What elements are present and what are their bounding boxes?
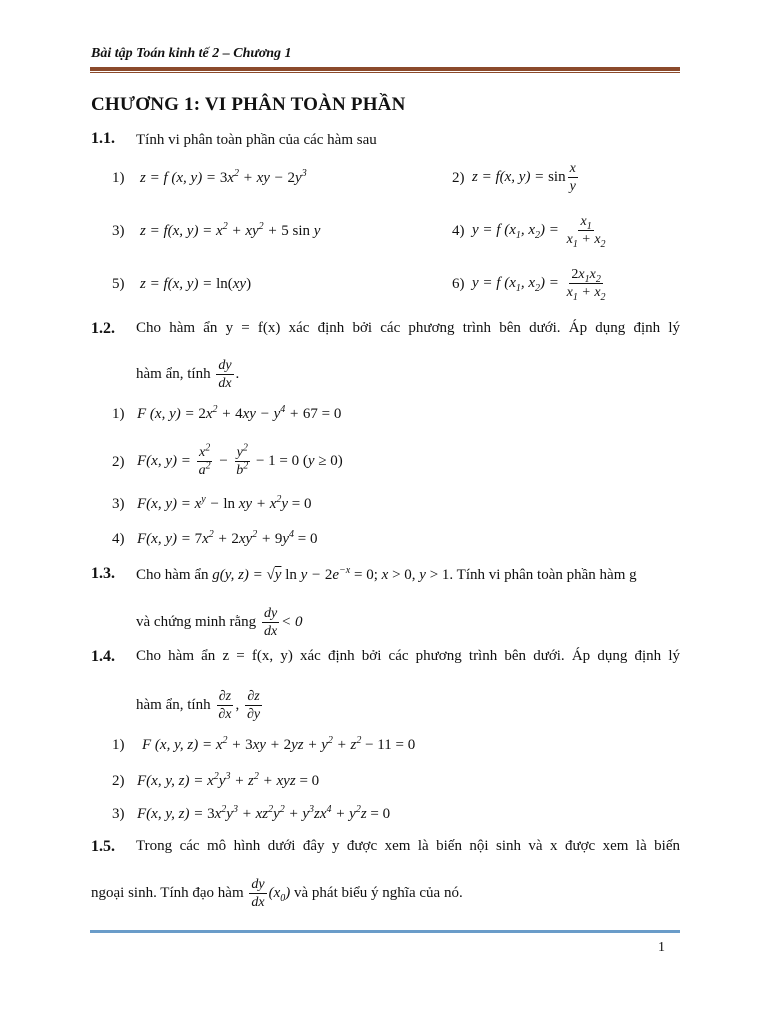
ex14-item-2-label: 2) <box>112 773 125 789</box>
ex12-item-3-formula: F(x, $y) = x^y - \ln$ xy + $x^2y = 0$ <box>137 494 312 512</box>
exercise-number-1-3: 1.3. <box>91 565 115 582</box>
exercise-1-4-line2: hàm ẩn, tính $\frac{\partial z}{\partial x}$ , $\frac{\partial z}{\partial y}$ <box>136 689 261 722</box>
ex14-item-1-formula: F (x, y, $z) = x^2 + 3xy + 2yz + y^2 + z^2 - 11 = 0$ <box>142 735 416 753</box>
ex12-item-1-label: 1) <box>112 406 125 422</box>
ex11-item-6-formula: y = f ($x_1$, $x_2$) = $\frac{2x_1x_2}{x_1 + x_2}$ <box>472 267 606 303</box>
ex14-item-3-formula: F(x, y, $z) = 3x^2y^3 + xz^2y^2 + y^3zx^4 + y^2z = 0$ <box>137 804 391 822</box>
ex11-item-6-label: 6) <box>452 276 465 292</box>
ex11-item-3-formula: z = f(x, $y) = x^2 + xy^2 + 5$ sin y <box>140 221 321 239</box>
exercise-1-2-line2-text: hàm ẩn, tính <box>136 365 211 382</box>
exercise-1-3-line2-text: và chứng minh rằng <box>136 613 257 630</box>
ex11-item-1-label: 1) <box>112 170 125 186</box>
ex12-item-3-label: 3) <box>112 496 125 512</box>
exercise-1-4-line1: Cho hàm ẩn z = f(x, y) xác định bởi các phương trình bên dưới. Áp dụng định lý <box>136 648 680 664</box>
exercise-1-2-line1: Cho hàm ẩn y = f(x) xác định bởi các phương trình bên dưới. Áp dụng định lý <box>136 320 680 336</box>
exercise-1-5-line2: ngoại sinh. Tính đạo hàm $\frac{dy}{dx}$ $(x_0)$ và phát biểu ý nghĩa của nó. <box>91 877 463 910</box>
ex11-item-4-formula: y = f ($x_1$, $x_2$) = $\frac{x_1}{x_1 + x_2}$ <box>472 214 606 250</box>
exercise-number-1-5: 1.5. <box>91 838 115 855</box>
ex11-item-2-formula: z = f(x, y) = sin $\frac{x}{y}$ <box>472 161 576 194</box>
ex11-item-2-label: 2) <box>452 170 465 186</box>
header-rule-thin <box>90 72 680 73</box>
exercise-1-3-line1: Cho hàm ẩn g(y, z) = √y $\ln y - 2e^{-x} = 0$; x > 0, y > 1. Tính vi phân toàn phần hàm g <box>136 565 637 583</box>
exercise-1-3-line1-prefix: Cho hàm ẩn <box>136 567 209 583</box>
ex11-item-3-label: 3) <box>112 223 125 239</box>
ex14-item-1-label: 1) <box>112 737 125 753</box>
exercise-1-3-line1-suffix: . Tính vi phân toàn phần hàm g <box>449 567 637 583</box>
header-rule <box>90 67 680 71</box>
ex14-item-3-label: 3) <box>112 806 125 822</box>
exercise-1-2-line2: hàm ẩn, tính $\frac{dy}{dx}$ . <box>136 358 240 391</box>
exercise-1-5-line2-prefix: ngoại sinh. Tính đạo hàm <box>91 884 244 901</box>
ex14-item-2-formula: F(x, y, $z) = x^2y^3 + z^2$ + xyz = 0 <box>137 771 320 789</box>
footer-rule <box>90 930 680 933</box>
exercise-1-1-prompt: Tính vi phân toàn phần của các hàm sau <box>136 132 377 148</box>
exercise-number-1-4: 1.4. <box>91 648 115 665</box>
ex12-item-4-label: 4) <box>112 531 125 547</box>
ex11-item-1-formula: z = f (x, $y) = 3x^2$ + xy − $2y^3$ <box>140 168 307 186</box>
ex11-item-5-label: 5) <box>112 276 125 292</box>
exercise-number-1-1: 1.1. <box>91 130 115 147</box>
running-head: Bài tập Toán kinh tế 2 – Chương 1 <box>91 46 292 61</box>
chapter-title: CHƯƠNG 1: VI PHÂN TOÀN PHẦN <box>91 94 406 115</box>
exercise-number-1-2: 1.2. <box>91 320 115 337</box>
exercise-1-3-line2: và chứng minh rằng $\frac{dy}{dx}$ < 0 <box>136 606 303 639</box>
page-number: 1 <box>658 940 665 955</box>
ex12-item-1-formula: F (x, $y) = 2x^2 + 4xy - y^4 + 67 = 0$ <box>137 404 342 422</box>
ex12-item-4-formula: F(x, $y) = 7x^2 + 2xy^2 + 9y^4 = 0$ <box>137 529 318 547</box>
exercise-1-5-line1: Trong các mô hình dưới đây y được xem là biến nội sinh và x được xem là biến <box>136 838 680 854</box>
ex12-item-2-label: 2) <box>112 454 125 470</box>
ex11-item-4-label: 4) <box>452 223 465 239</box>
exercise-1-4-line2-text: hàm ẩn, tính <box>136 696 211 713</box>
ex12-item-2-formula: F(x, y) = $\frac{x^2}{a^2}$ − $\frac{y^2}{b^2}$ − 1 = 0 (y ≥ 0) <box>137 442 343 478</box>
exercise-1-5-line2-suffix: và phát biểu ý nghĩa của nó. <box>294 884 463 901</box>
ex11-item-5-formula: z = f(x, y) = ln(xy) <box>140 276 252 292</box>
